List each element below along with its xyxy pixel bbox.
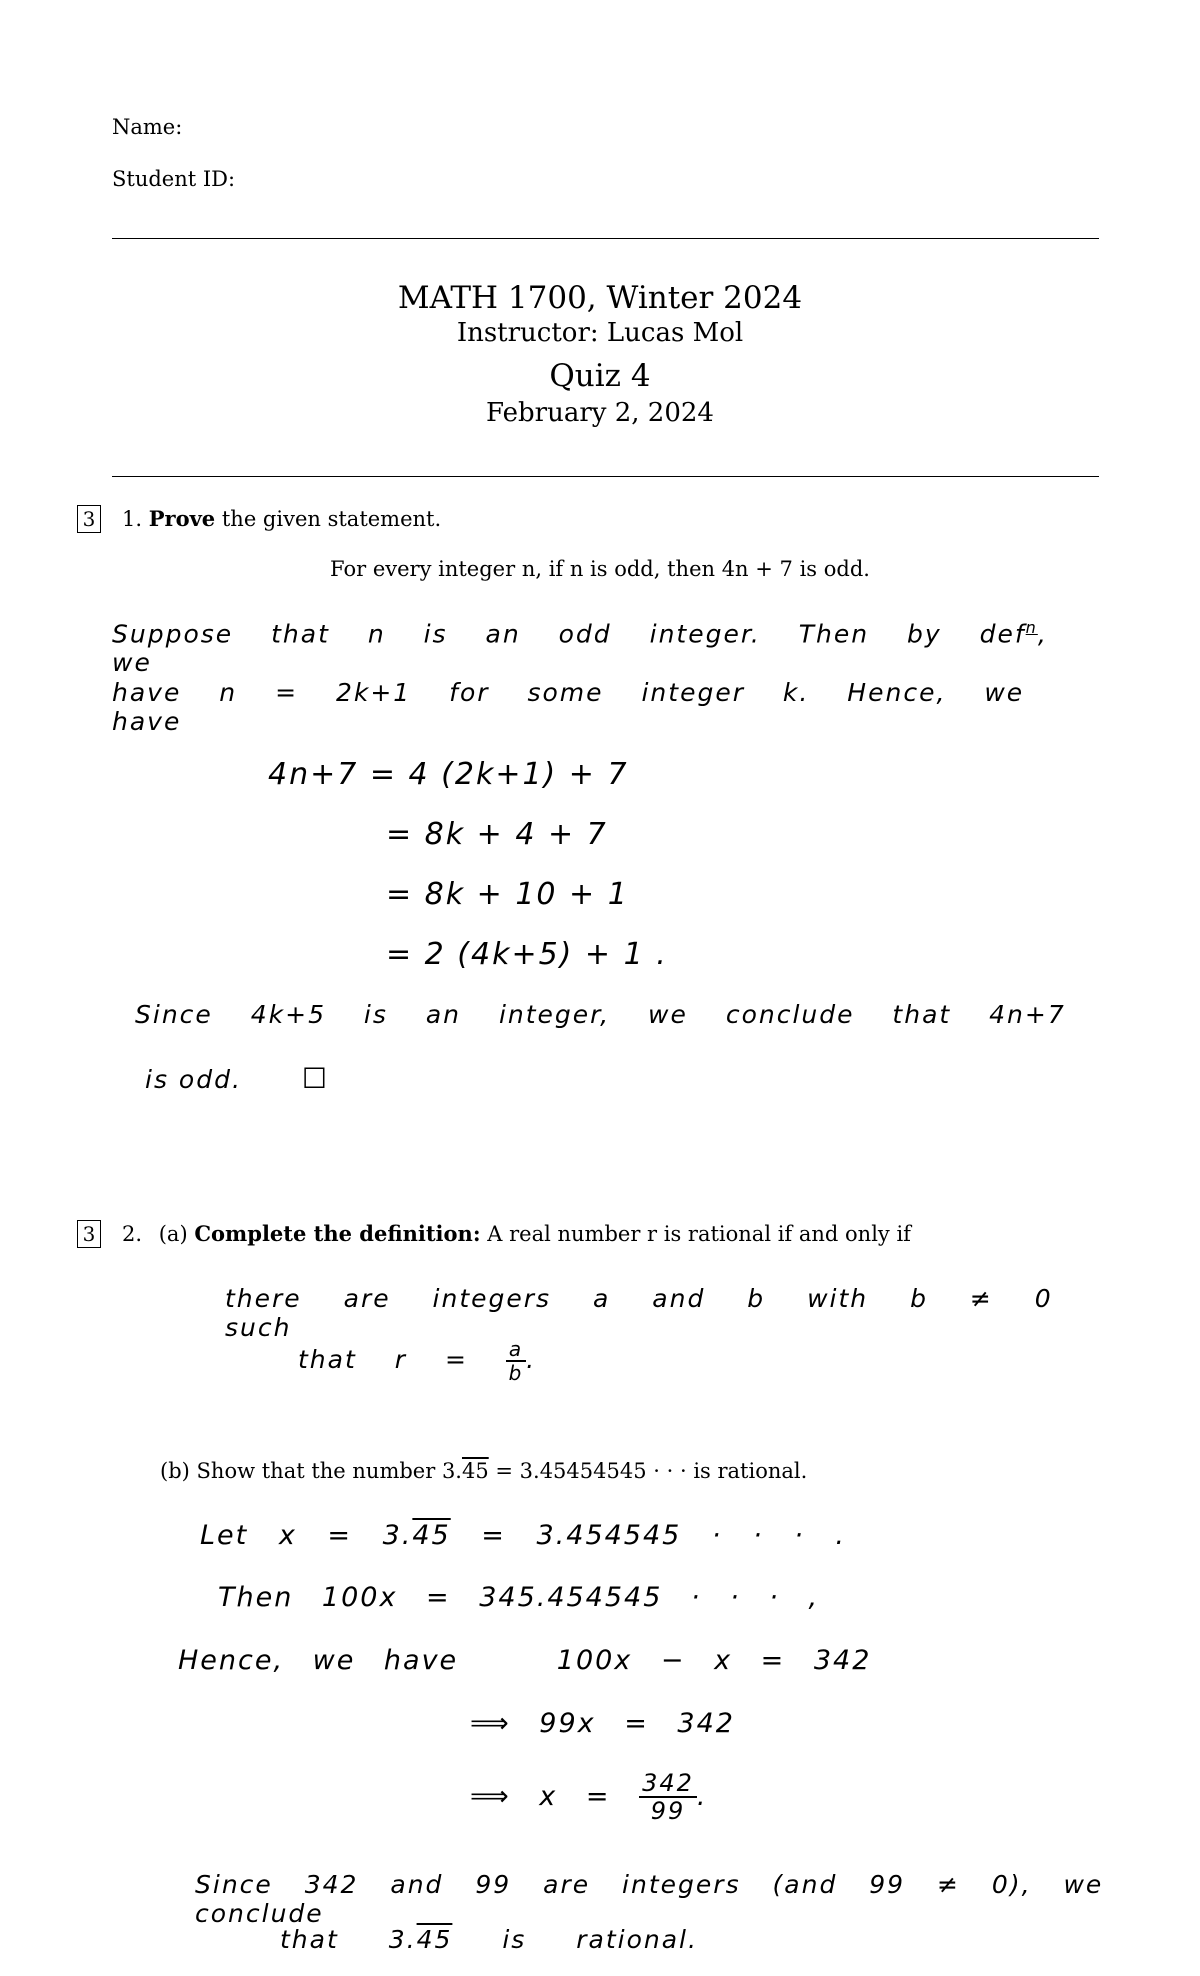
q2a-answer-line1: there are integers a and b with b ≠ 0 such bbox=[225, 1284, 1053, 1342]
instructor-line: Instructor: Lucas Mol bbox=[456, 318, 744, 348]
q2b-line7: that 3.45 is rational. bbox=[280, 1925, 698, 1954]
q2b-line2: Then 100x = 345.454545 · · · , bbox=[218, 1582, 820, 1613]
q1-prompt bbox=[122, 506, 441, 531]
q1-answer-line4: is odd. ☐ bbox=[145, 1062, 329, 1095]
q1-eq3: = 8k + 10 + 1 bbox=[386, 877, 629, 912]
q2b-line3: Hence, we have 100x − x = 342 bbox=[178, 1645, 872, 1676]
name-label: Name: bbox=[112, 115, 183, 139]
q1-points-box: 3 bbox=[77, 505, 101, 533]
q2b-prompt: (b) Show that the number 3.45 = 3.45454545 · · · is rational. bbox=[160, 1459, 808, 1483]
q2a-bold: Complete the definition: bbox=[194, 1221, 481, 1246]
q2b-line1: Let x = 3.45 = 3.454545 · · · . bbox=[200, 1520, 846, 1551]
q2b-line4: ⟹ 99x = 342 bbox=[470, 1708, 735, 1739]
q1-answer-line3: Since 4k+5 is an integer, we conclude that 4n+7 bbox=[135, 1000, 1066, 1029]
student-id-label: Student ID: bbox=[112, 167, 236, 191]
q1-eq1: 4n+7 = 4 (2k+1) + 7 bbox=[268, 757, 629, 792]
q1-eq2: = 8k + 4 + 7 bbox=[386, 817, 608, 852]
q1-statement: For every integer n, if n is odd, then 4n + 7 is odd. bbox=[330, 557, 870, 581]
q2a-fraction: $\frac{a}{b}$ bbox=[506, 1338, 526, 1384]
qed-square-icon: ☐ bbox=[301, 1062, 329, 1095]
q2a-label: (a) bbox=[158, 1222, 188, 1246]
q2-number: 2. bbox=[122, 1222, 143, 1246]
header-bottom-rule bbox=[112, 476, 1099, 477]
q2a-prompt bbox=[122, 1221, 911, 1246]
q1-eq4: = 2 (4k+5) + 1 . bbox=[386, 937, 668, 972]
q1-bold: Prove bbox=[148, 506, 216, 531]
header-top-rule bbox=[112, 238, 1099, 239]
quiz-title: Quiz 4 bbox=[549, 358, 651, 394]
course-title: MATH 1700, Winter 2024 bbox=[397, 280, 803, 316]
q2b-label: (b) bbox=[160, 1459, 190, 1483]
q2b-line6: Since 342 and 99 are integers (and 99 ≠ 0), we conclude bbox=[195, 1870, 1104, 1928]
q1-answer-line2: have n = 2k+1 for some integer k. Hence, we have bbox=[112, 678, 1025, 736]
q2b-fraction: $\frac{342}{99}$ bbox=[639, 1770, 697, 1825]
q2b-line5: ⟹ x = $\frac{342}{99}$ . bbox=[470, 1769, 708, 1826]
q2a-rest: A real number r is rational if and only if bbox=[487, 1222, 911, 1246]
q1-answer-line1: Suppose that n is an odd integer. Then by def$^n$, we bbox=[112, 618, 1048, 678]
q2a-answer-line2: that r = $\frac{a}{b}$ . bbox=[298, 1337, 537, 1385]
quiz-date: February 2, 2024 bbox=[486, 398, 714, 428]
q1-number: 1. bbox=[122, 507, 143, 531]
q2-points-box: 3 bbox=[77, 1220, 101, 1248]
q1-rest: the given statement. bbox=[221, 507, 442, 531]
